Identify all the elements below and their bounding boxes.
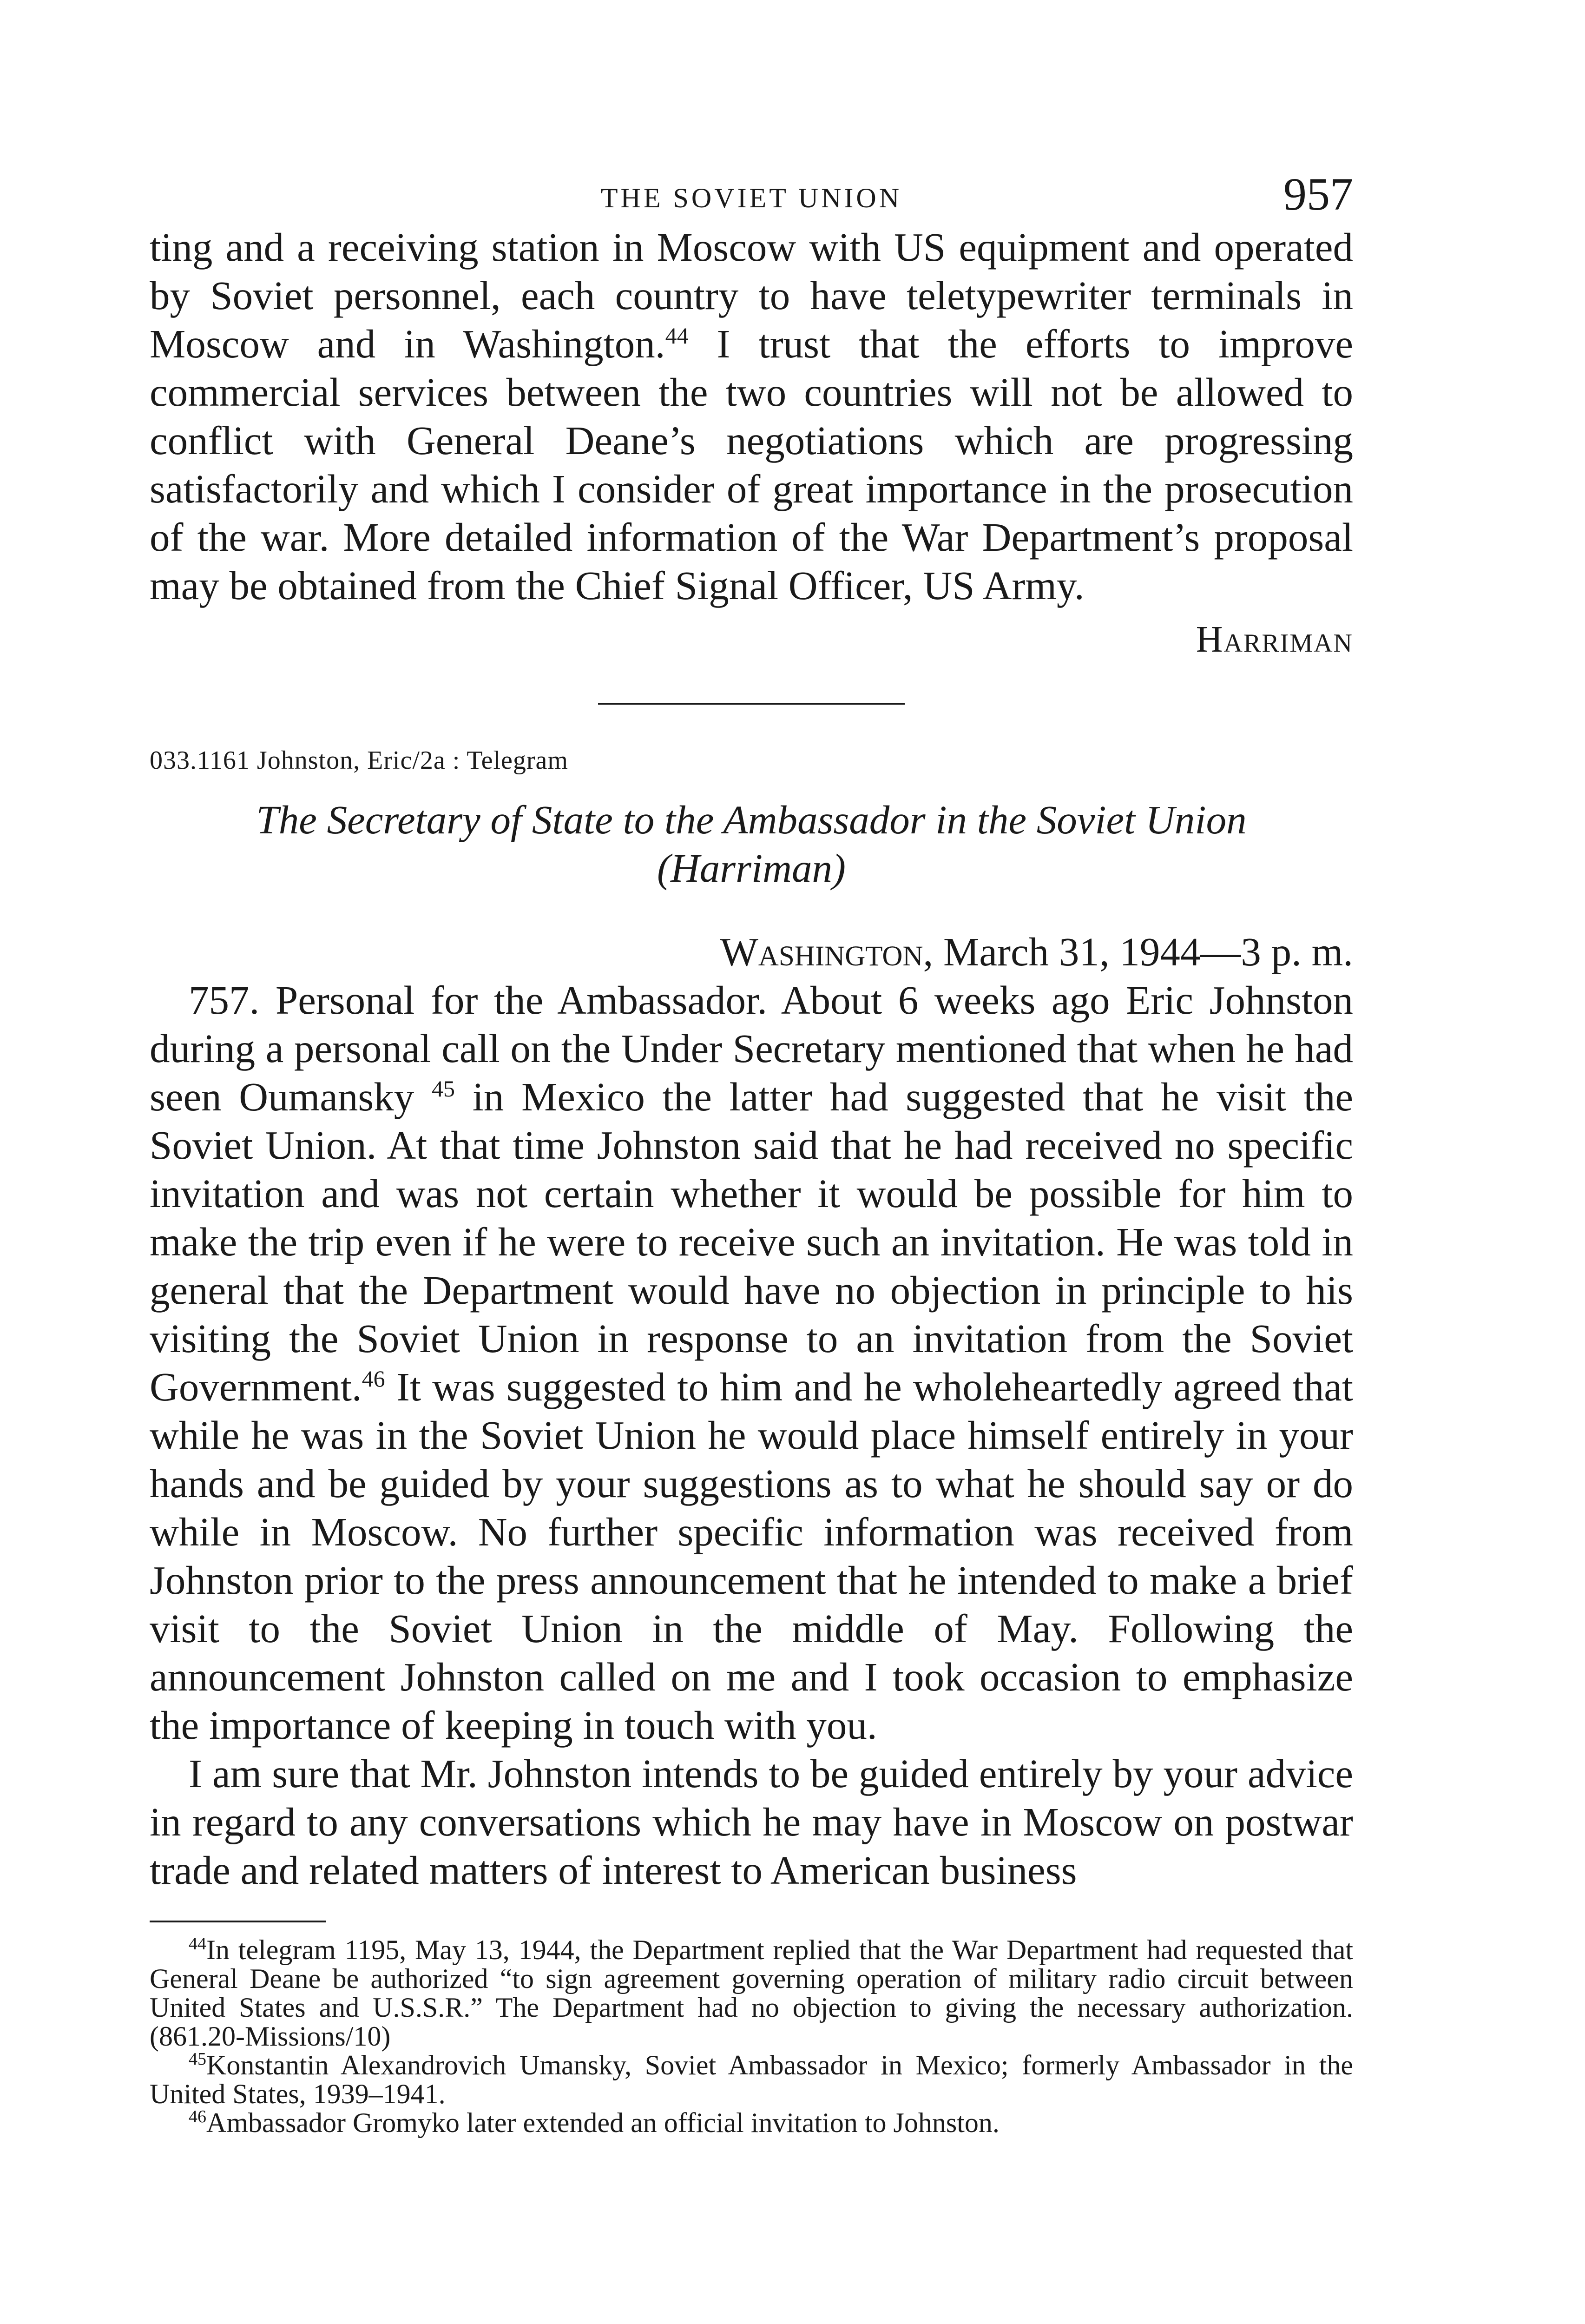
- footnote-ref-44: 44: [665, 323, 689, 349]
- message-paragraph-1: [150, 976, 1353, 1750]
- footnotes: [150, 1935, 1353, 2137]
- dateline-date: , March 31, 1944—3 p. m.: [923, 929, 1353, 974]
- document-heading-line1: The Secretary of State to the Ambassador in the Soviet Union: [256, 797, 1247, 842]
- footnote-text: Ambassador Gromyko later extended an official invitation to Johnston.: [206, 2107, 1000, 2138]
- footnote-mark: 46: [189, 2107, 206, 2126]
- footnote-mark: 45: [189, 2049, 206, 2069]
- running-head-title: THE SOVIET UNION: [600, 183, 902, 213]
- running-head: [150, 167, 1353, 223]
- dateline: [150, 928, 1353, 976]
- signature-harriman: Harriman: [1196, 619, 1353, 660]
- footnote-divider: [150, 1921, 326, 1922]
- footnote-ref-46: 46: [362, 1366, 385, 1392]
- footnote-text: Konstantin Alexandrovich Umansky, Soviet Ambassador in Mexico; formerly Ambassador in the United States, 1939–1941.: [150, 2050, 1353, 2109]
- message-text: It was suggested to him and he wholeheartedly agreed that while he was in the Soviet Union he would place himself entirely in your hands and be guided by your suggestions as to what he should say or do while in Moscow. No further specific information was received from Johnston prior to the press announcement that he intended to make a brief visit to the Soviet Union in the middle of May. Following the announcement Johnston called on me and I took occasion to emphasize the importance of keeping in touch with you.: [150, 1364, 1353, 1748]
- section-divider: [598, 703, 905, 705]
- footnote-46: [150, 2108, 1353, 2137]
- continuation-paragraph: [150, 223, 1353, 610]
- message-text: 757. Personal for the Ambassador. About 6 weeks ago Eric Johnston during a personal call on the Under Secretary mentioned that when he had seen Oumansky: [150, 977, 1353, 1119]
- document-heading: [150, 796, 1353, 892]
- footnote-45: [150, 2051, 1353, 2108]
- footnote-44: [150, 1935, 1353, 2051]
- dateline-place: Washington: [720, 929, 923, 974]
- continuation-text-2: I trust that the efforts to improve commercial services between the two countries will not be allowed to conflict with General Deane’s negotiations which are progressing satisfactorily and which I consider of great importance in the prosecution of the war. More detailed information of the War Department’s proposal may be obtained from the Chief Signal Officer, US Army.: [150, 321, 1353, 608]
- document-heading-line2: (Harriman): [657, 845, 846, 891]
- file-reference: 033.1161 Johnston, Eric/2a : Telegram: [150, 746, 568, 775]
- footnote-text: In telegram 1195, May 13, 1944, the Department replied that the War Department had requested that General Deane be authorized “to sign agreement governing operation of military radio circuit between United States and U.S.S.R.” The Department had no objection to giving the necessary authorization. (861.20-Missions/10): [150, 1934, 1353, 2052]
- message-text: in Mexico the latter had suggested that he visit the Soviet Union. At that time Johnston said that he had received no specific invitation and was not certain whether it would be possible for him to make the trip even if he were to receive such an invitation. He was told in general that the Department would have no objection in principle to his visiting the Soviet Union in response to an invitation from the Soviet Government.: [150, 1074, 1353, 1409]
- message-paragraph-2: I am sure that Mr. Johnston intends to be guided entirely by your advice in regard to any conversations which he may have in Moscow on postwar trade and related matters of interest to American business: [150, 1751, 1353, 1893]
- continuation-text: ting and a receiving station in Moscow with US equipment and operated by Soviet personnel, each country to have teletypewriter terminals in Moscow and in Washington.: [150, 224, 1353, 366]
- footnote-ref-45: 45: [431, 1076, 455, 1102]
- page-number: 957: [1283, 168, 1353, 220]
- document-page: [150, 167, 1353, 2137]
- footnote-mark: 44: [189, 1934, 206, 1954]
